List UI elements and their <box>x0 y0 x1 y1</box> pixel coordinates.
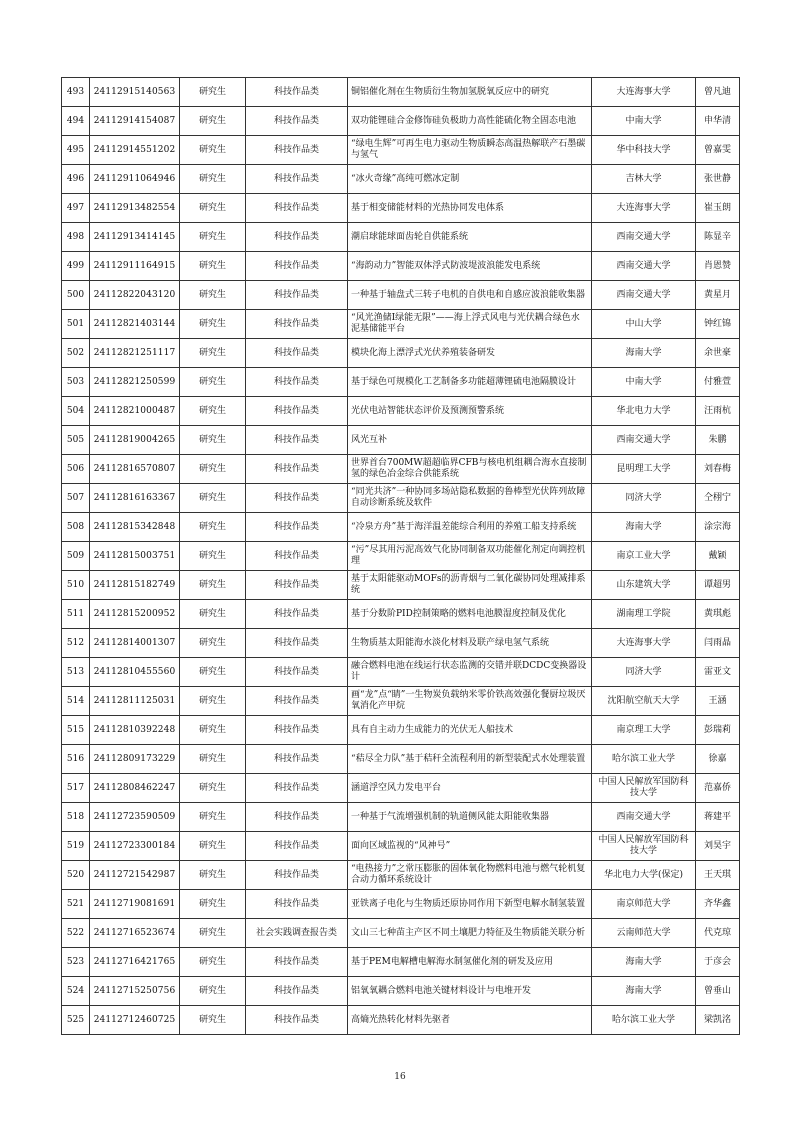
application-id: 24112911164915 <box>90 252 180 281</box>
category: 科技作品类 <box>246 223 348 252</box>
row-index: 520 <box>62 861 90 890</box>
application-id: 24112716523674 <box>90 919 180 948</box>
table-row <box>62 455 740 484</box>
university: 西南交通大学 <box>592 281 696 310</box>
applicant-name: 闫雨晶 <box>696 629 740 658</box>
university: 华北电力大学(保定) <box>592 861 696 890</box>
table-row <box>62 281 740 310</box>
results-table <box>61 77 740 1035</box>
row-index: 515 <box>62 716 90 745</box>
row-index: 521 <box>62 890 90 919</box>
applicant-name: 戴颖 <box>696 542 740 571</box>
university: 山东建筑大学 <box>592 571 696 600</box>
education-level: 研究生 <box>180 368 246 397</box>
education-level: 研究生 <box>180 310 246 339</box>
application-id: 24112716421765 <box>90 948 180 977</box>
university: 吉林大学 <box>592 165 696 194</box>
application-id: 24112819004265 <box>90 426 180 455</box>
table-row <box>62 136 740 165</box>
category: 科技作品类 <box>246 571 348 600</box>
category: 科技作品类 <box>246 194 348 223</box>
table-row <box>62 368 740 397</box>
applicant-name: 齐华鑫 <box>696 890 740 919</box>
university: 昆明理工大学 <box>592 455 696 484</box>
row-index: 501 <box>62 310 90 339</box>
table-row <box>62 571 740 600</box>
category: 科技作品类 <box>246 339 348 368</box>
university: 西南交通大学 <box>592 426 696 455</box>
table-row <box>62 223 740 252</box>
project-title: “冷泉方舟”基于海洋温差能综合利用的养殖工船支持系统 <box>348 513 592 542</box>
applicant-name: 蒋建平 <box>696 803 740 832</box>
table-row <box>62 774 740 803</box>
category: 科技作品类 <box>246 977 348 1006</box>
row-index: 496 <box>62 165 90 194</box>
category: 科技作品类 <box>246 78 348 107</box>
applicant-name: 王天琪 <box>696 861 740 890</box>
university: 沈阳航空航天大学 <box>592 687 696 716</box>
table-row <box>62 890 740 919</box>
category: 科技作品类 <box>246 165 348 194</box>
application-id: 24112914551202 <box>90 136 180 165</box>
application-id: 24112715250756 <box>90 977 180 1006</box>
education-level: 研究生 <box>180 774 246 803</box>
category: 科技作品类 <box>246 252 348 281</box>
applicant-name: 刘昊宇 <box>696 832 740 861</box>
university: 海南大学 <box>592 977 696 1006</box>
project-title: 画“龙”点“睛”一生物炭负载纳米零价铁高效强化餐厨垃圾厌氧消化产甲烷 <box>348 687 592 716</box>
project-title: 世界首台700MW超超临界CFB与核电机组耦合海水直接制氢的绿色冶金综合供能系统 <box>348 455 592 484</box>
category: 科技作品类 <box>246 716 348 745</box>
row-index: 495 <box>62 136 90 165</box>
university: 南京理工大学 <box>592 716 696 745</box>
applicant-name: 曾垂山 <box>696 977 740 1006</box>
row-index: 505 <box>62 426 90 455</box>
education-level: 研究生 <box>180 890 246 919</box>
education-level: 研究生 <box>180 977 246 1006</box>
project-title: “绿电生辉”可再生电力驱动生物质瞬态高温热解联产石墨碳与氢气 <box>348 136 592 165</box>
category: 科技作品类 <box>246 745 348 774</box>
education-level: 研究生 <box>180 397 246 426</box>
row-index: 500 <box>62 281 90 310</box>
application-id: 24112815342848 <box>90 513 180 542</box>
project-title: “秸尽全力队”基于秸秆全流程利用的新型装配式水处理装置 <box>348 745 592 774</box>
education-level: 研究生 <box>180 455 246 484</box>
table-row <box>62 803 740 832</box>
application-id: 24112811125031 <box>90 687 180 716</box>
applicant-name: 申华清 <box>696 107 740 136</box>
application-id: 24112721542987 <box>90 861 180 890</box>
application-id: 24112723590509 <box>90 803 180 832</box>
applicant-name: 崔玉朗 <box>696 194 740 223</box>
project-title: 文山三七种苗主产区不同土壤肥力特征及生物质能关联分析 <box>348 919 592 948</box>
education-level: 研究生 <box>180 194 246 223</box>
project-title: 潮启球能球面齿轮自供能系统 <box>348 223 592 252</box>
education-level: 研究生 <box>180 223 246 252</box>
table-row <box>62 716 740 745</box>
application-id: 24112915140563 <box>90 78 180 107</box>
applicant-name: 彭瑞莉 <box>696 716 740 745</box>
category: 科技作品类 <box>246 107 348 136</box>
project-title: 光伏电站智能状态评价及预测预警系统 <box>348 397 592 426</box>
row-index: 508 <box>62 513 90 542</box>
applicant-name: 刘春梅 <box>696 455 740 484</box>
table-row <box>62 832 740 861</box>
applicant-name: 余世豪 <box>696 339 740 368</box>
category: 科技作品类 <box>246 658 348 687</box>
applicant-name: 代克琼 <box>696 919 740 948</box>
table-row <box>62 948 740 977</box>
table-row <box>62 426 740 455</box>
category: 科技作品类 <box>246 629 348 658</box>
application-id: 24112809173229 <box>90 745 180 774</box>
education-level: 研究生 <box>180 861 246 890</box>
table-row <box>62 310 740 339</box>
table-row <box>62 1006 740 1035</box>
project-title: 风光互补 <box>348 426 592 455</box>
education-level: 研究生 <box>180 1006 246 1035</box>
applicant-name: 张世静 <box>696 165 740 194</box>
applicant-name: 涂宗海 <box>696 513 740 542</box>
category: 科技作品类 <box>246 426 348 455</box>
project-title: 亚铁离子电化与生物质还原协同作用下新型电解水制氢装置 <box>348 890 592 919</box>
table-row <box>62 861 740 890</box>
university: 南京师范大学 <box>592 890 696 919</box>
education-level: 研究生 <box>180 107 246 136</box>
project-title: “风光渔储I绿能无限”——海上浮式风电与光伏耦合绿色水泥基储能平台 <box>348 310 592 339</box>
table-row <box>62 745 740 774</box>
university: 中国人民解放军国防科技大学 <box>592 832 696 861</box>
category: 科技作品类 <box>246 136 348 165</box>
row-index: 510 <box>62 571 90 600</box>
project-title: “电热接力”之常压膨胀的固体氧化物燃料电池与燃气轮机复合动力循环系统设计 <box>348 861 592 890</box>
row-index: 493 <box>62 78 90 107</box>
university: 华中科技大学 <box>592 136 696 165</box>
application-id: 24112815200952 <box>90 600 180 629</box>
project-title: “冰火奇缘”高纯可燃冰定制 <box>348 165 592 194</box>
table-row <box>62 629 740 658</box>
category: 科技作品类 <box>246 484 348 513</box>
table-row <box>62 78 740 107</box>
education-level: 研究生 <box>180 571 246 600</box>
row-index: 523 <box>62 948 90 977</box>
applicant-name: 黄星月 <box>696 281 740 310</box>
applicant-name: 谭超男 <box>696 571 740 600</box>
university: 云南师范大学 <box>592 919 696 948</box>
application-id: 24112816163367 <box>90 484 180 513</box>
project-title: “污”尽其用污泥高效气化协同制备双功能催化剂定向调控机理 <box>348 542 592 571</box>
table-row <box>62 513 740 542</box>
application-id: 24112712460725 <box>90 1006 180 1035</box>
university: 西南交通大学 <box>592 803 696 832</box>
education-level: 研究生 <box>180 745 246 774</box>
row-index: 509 <box>62 542 90 571</box>
university: 华北电力大学 <box>592 397 696 426</box>
applicant-name: 肖恩赞 <box>696 252 740 281</box>
application-id: 24112821403144 <box>90 310 180 339</box>
application-id: 24112816570807 <box>90 455 180 484</box>
application-id: 24112821251117 <box>90 339 180 368</box>
category: 科技作品类 <box>246 600 348 629</box>
education-level: 研究生 <box>180 803 246 832</box>
category: 科技作品类 <box>246 890 348 919</box>
university: 海南大学 <box>592 513 696 542</box>
applicant-name: 陈显辛 <box>696 223 740 252</box>
university: 湖南理工学院 <box>592 600 696 629</box>
education-level: 研究生 <box>180 484 246 513</box>
row-index: 506 <box>62 455 90 484</box>
education-level: 研究生 <box>180 281 246 310</box>
university: 海南大学 <box>592 339 696 368</box>
page-number: 16 <box>394 1072 406 1082</box>
row-index: 513 <box>62 658 90 687</box>
category: 科技作品类 <box>246 832 348 861</box>
application-id: 24112723300184 <box>90 832 180 861</box>
education-level: 研究生 <box>180 426 246 455</box>
university: 同济大学 <box>592 484 696 513</box>
table-row <box>62 658 740 687</box>
category: 科技作品类 <box>246 803 348 832</box>
application-id: 24112815182749 <box>90 571 180 600</box>
table-row <box>62 600 740 629</box>
application-id: 24112913414145 <box>90 223 180 252</box>
row-index: 497 <box>62 194 90 223</box>
row-index: 503 <box>62 368 90 397</box>
category: 科技作品类 <box>246 281 348 310</box>
university: 西南交通大学 <box>592 252 696 281</box>
education-level: 研究生 <box>180 600 246 629</box>
education-level: 研究生 <box>180 716 246 745</box>
category: 科技作品类 <box>246 397 348 426</box>
project-title: 面向区域监视的“风神号” <box>348 832 592 861</box>
project-title: “同光共济”一种协同多场站隐私数据的鲁棒型光伏阵列故障自动诊断系统及软件 <box>348 484 592 513</box>
education-level: 研究生 <box>180 629 246 658</box>
project-title: 铜铝催化剂在生物质衍生物加氢脱氧反应中的研究 <box>348 78 592 107</box>
table-row <box>62 339 740 368</box>
education-level: 研究生 <box>180 165 246 194</box>
row-index: 516 <box>62 745 90 774</box>
category: 科技作品类 <box>246 455 348 484</box>
row-index: 514 <box>62 687 90 716</box>
university: 中国人民解放军国防科技大学 <box>592 774 696 803</box>
category: 科技作品类 <box>246 687 348 716</box>
education-level: 研究生 <box>180 136 246 165</box>
university: 大连海事大学 <box>592 78 696 107</box>
row-index: 512 <box>62 629 90 658</box>
application-id: 24112815003751 <box>90 542 180 571</box>
table-row <box>62 977 740 1006</box>
project-title: 涵道浮空风力发电平台 <box>348 774 592 803</box>
category: 科技作品类 <box>246 774 348 803</box>
applicant-name: 梁凯洺 <box>696 1006 740 1035</box>
row-index: 517 <box>62 774 90 803</box>
project-title: 高熵光热转化材料先驱者 <box>348 1006 592 1035</box>
education-level: 研究生 <box>180 78 246 107</box>
application-id: 24112821000487 <box>90 397 180 426</box>
education-level: 研究生 <box>180 339 246 368</box>
row-index: 494 <box>62 107 90 136</box>
category: 社会实践调查报告类 <box>246 919 348 948</box>
education-level: 研究生 <box>180 542 246 571</box>
row-index: 524 <box>62 977 90 1006</box>
category: 科技作品类 <box>246 861 348 890</box>
applicant-name: 雷亚文 <box>696 658 740 687</box>
category: 科技作品类 <box>246 948 348 977</box>
table-row <box>62 194 740 223</box>
university: 哈尔滨工业大学 <box>592 1006 696 1035</box>
application-id: 24112913482554 <box>90 194 180 223</box>
application-id: 24112822043120 <box>90 281 180 310</box>
applicant-name: 于彦会 <box>696 948 740 977</box>
row-index: 519 <box>62 832 90 861</box>
application-id: 24112719081691 <box>90 890 180 919</box>
project-title: 基于相变储能材料的光热协同发电体系 <box>348 194 592 223</box>
category: 科技作品类 <box>246 513 348 542</box>
education-level: 研究生 <box>180 832 246 861</box>
application-id: 24112911064946 <box>90 165 180 194</box>
applicant-name: 黄琪彪 <box>696 600 740 629</box>
application-id: 24112914154087 <box>90 107 180 136</box>
category: 科技作品类 <box>246 368 348 397</box>
table-row <box>62 252 740 281</box>
row-index: 498 <box>62 223 90 252</box>
project-title: 生物质基太阳能海水淡化材料及联产绿电氢气系统 <box>348 629 592 658</box>
university: 中南大学 <box>592 368 696 397</box>
project-title: 铝氧氧耦合燃料电池关键材料设计与电堆开发 <box>348 977 592 1006</box>
applicant-name: 付雅萱 <box>696 368 740 397</box>
project-title: “海韵动力”智能双体浮式防波堤波浪能发电系统 <box>348 252 592 281</box>
row-index: 525 <box>62 1006 90 1035</box>
applicant-name: 范嘉侨 <box>696 774 740 803</box>
project-title: 双功能锂硅合金修饰硅负极助力高性能硫化物全固态电池 <box>348 107 592 136</box>
table-row <box>62 165 740 194</box>
applicant-name: 王涵 <box>696 687 740 716</box>
applicant-name: 曾嘉雯 <box>696 136 740 165</box>
project-title: 基于绿色可规模化工艺制备多功能超薄锂硫电池隔膜设计 <box>348 368 592 397</box>
table-row <box>62 107 740 136</box>
project-title: 基于分数阶PID控制策略的燃料电池膜湿度控制及优化 <box>348 600 592 629</box>
university: 海南大学 <box>592 948 696 977</box>
project-title: 模块化海上漂浮式光伏养殖装备研发 <box>348 339 592 368</box>
category: 科技作品类 <box>246 310 348 339</box>
project-title: 具有自主动力生成能力的光伏无人船技术 <box>348 716 592 745</box>
applicant-name: 朱鹏 <box>696 426 740 455</box>
application-id: 24112814001307 <box>90 629 180 658</box>
project-title: 一种基于气流增强机制的轨道侧风能太阳能收集器 <box>348 803 592 832</box>
applicant-name: 徐嘉 <box>696 745 740 774</box>
row-index: 499 <box>62 252 90 281</box>
row-index: 522 <box>62 919 90 948</box>
education-level: 研究生 <box>180 658 246 687</box>
application-id: 24112810392248 <box>90 716 180 745</box>
applicant-name: 曾凡迪 <box>696 78 740 107</box>
applicant-name: 汪雨杭 <box>696 397 740 426</box>
row-index: 502 <box>62 339 90 368</box>
application-id: 24112810455560 <box>90 658 180 687</box>
university: 同济大学 <box>592 658 696 687</box>
applicant-name: 钟红锦 <box>696 310 740 339</box>
project-title: 基于太阳能驱动MOFs的沥青烟与二氧化碳协同处理减排系统 <box>348 571 592 600</box>
table-row <box>62 397 740 426</box>
table-row <box>62 542 740 571</box>
education-level: 研究生 <box>180 252 246 281</box>
university: 中山大学 <box>592 310 696 339</box>
row-index: 518 <box>62 803 90 832</box>
project-title: 一种基于轴盘式三转子电机的自供电和自感应波浪能收集器 <box>348 281 592 310</box>
row-index: 511 <box>62 600 90 629</box>
table-row <box>62 484 740 513</box>
project-title: 基于PEM电解槽电解海水制氢催化剂的研发及应用 <box>348 948 592 977</box>
table-row <box>62 687 740 716</box>
education-level: 研究生 <box>180 513 246 542</box>
category: 科技作品类 <box>246 542 348 571</box>
university: 南京工业大学 <box>592 542 696 571</box>
university: 大连海事大学 <box>592 629 696 658</box>
category: 科技作品类 <box>246 1006 348 1035</box>
applicant-name: 仝栩宁 <box>696 484 740 513</box>
row-index: 507 <box>62 484 90 513</box>
application-id: 24112808462247 <box>90 774 180 803</box>
university: 西南交通大学 <box>592 223 696 252</box>
university: 大连海事大学 <box>592 194 696 223</box>
table-row <box>62 919 740 948</box>
university: 哈尔滨工业大学 <box>592 745 696 774</box>
project-title: 融合燃料电池在线运行状态监测的交错并联DCDC变换器设计 <box>348 658 592 687</box>
row-index: 504 <box>62 397 90 426</box>
university: 中南大学 <box>592 107 696 136</box>
education-level: 研究生 <box>180 919 246 948</box>
education-level: 研究生 <box>180 948 246 977</box>
application-id: 24112821250599 <box>90 368 180 397</box>
education-level: 研究生 <box>180 687 246 716</box>
